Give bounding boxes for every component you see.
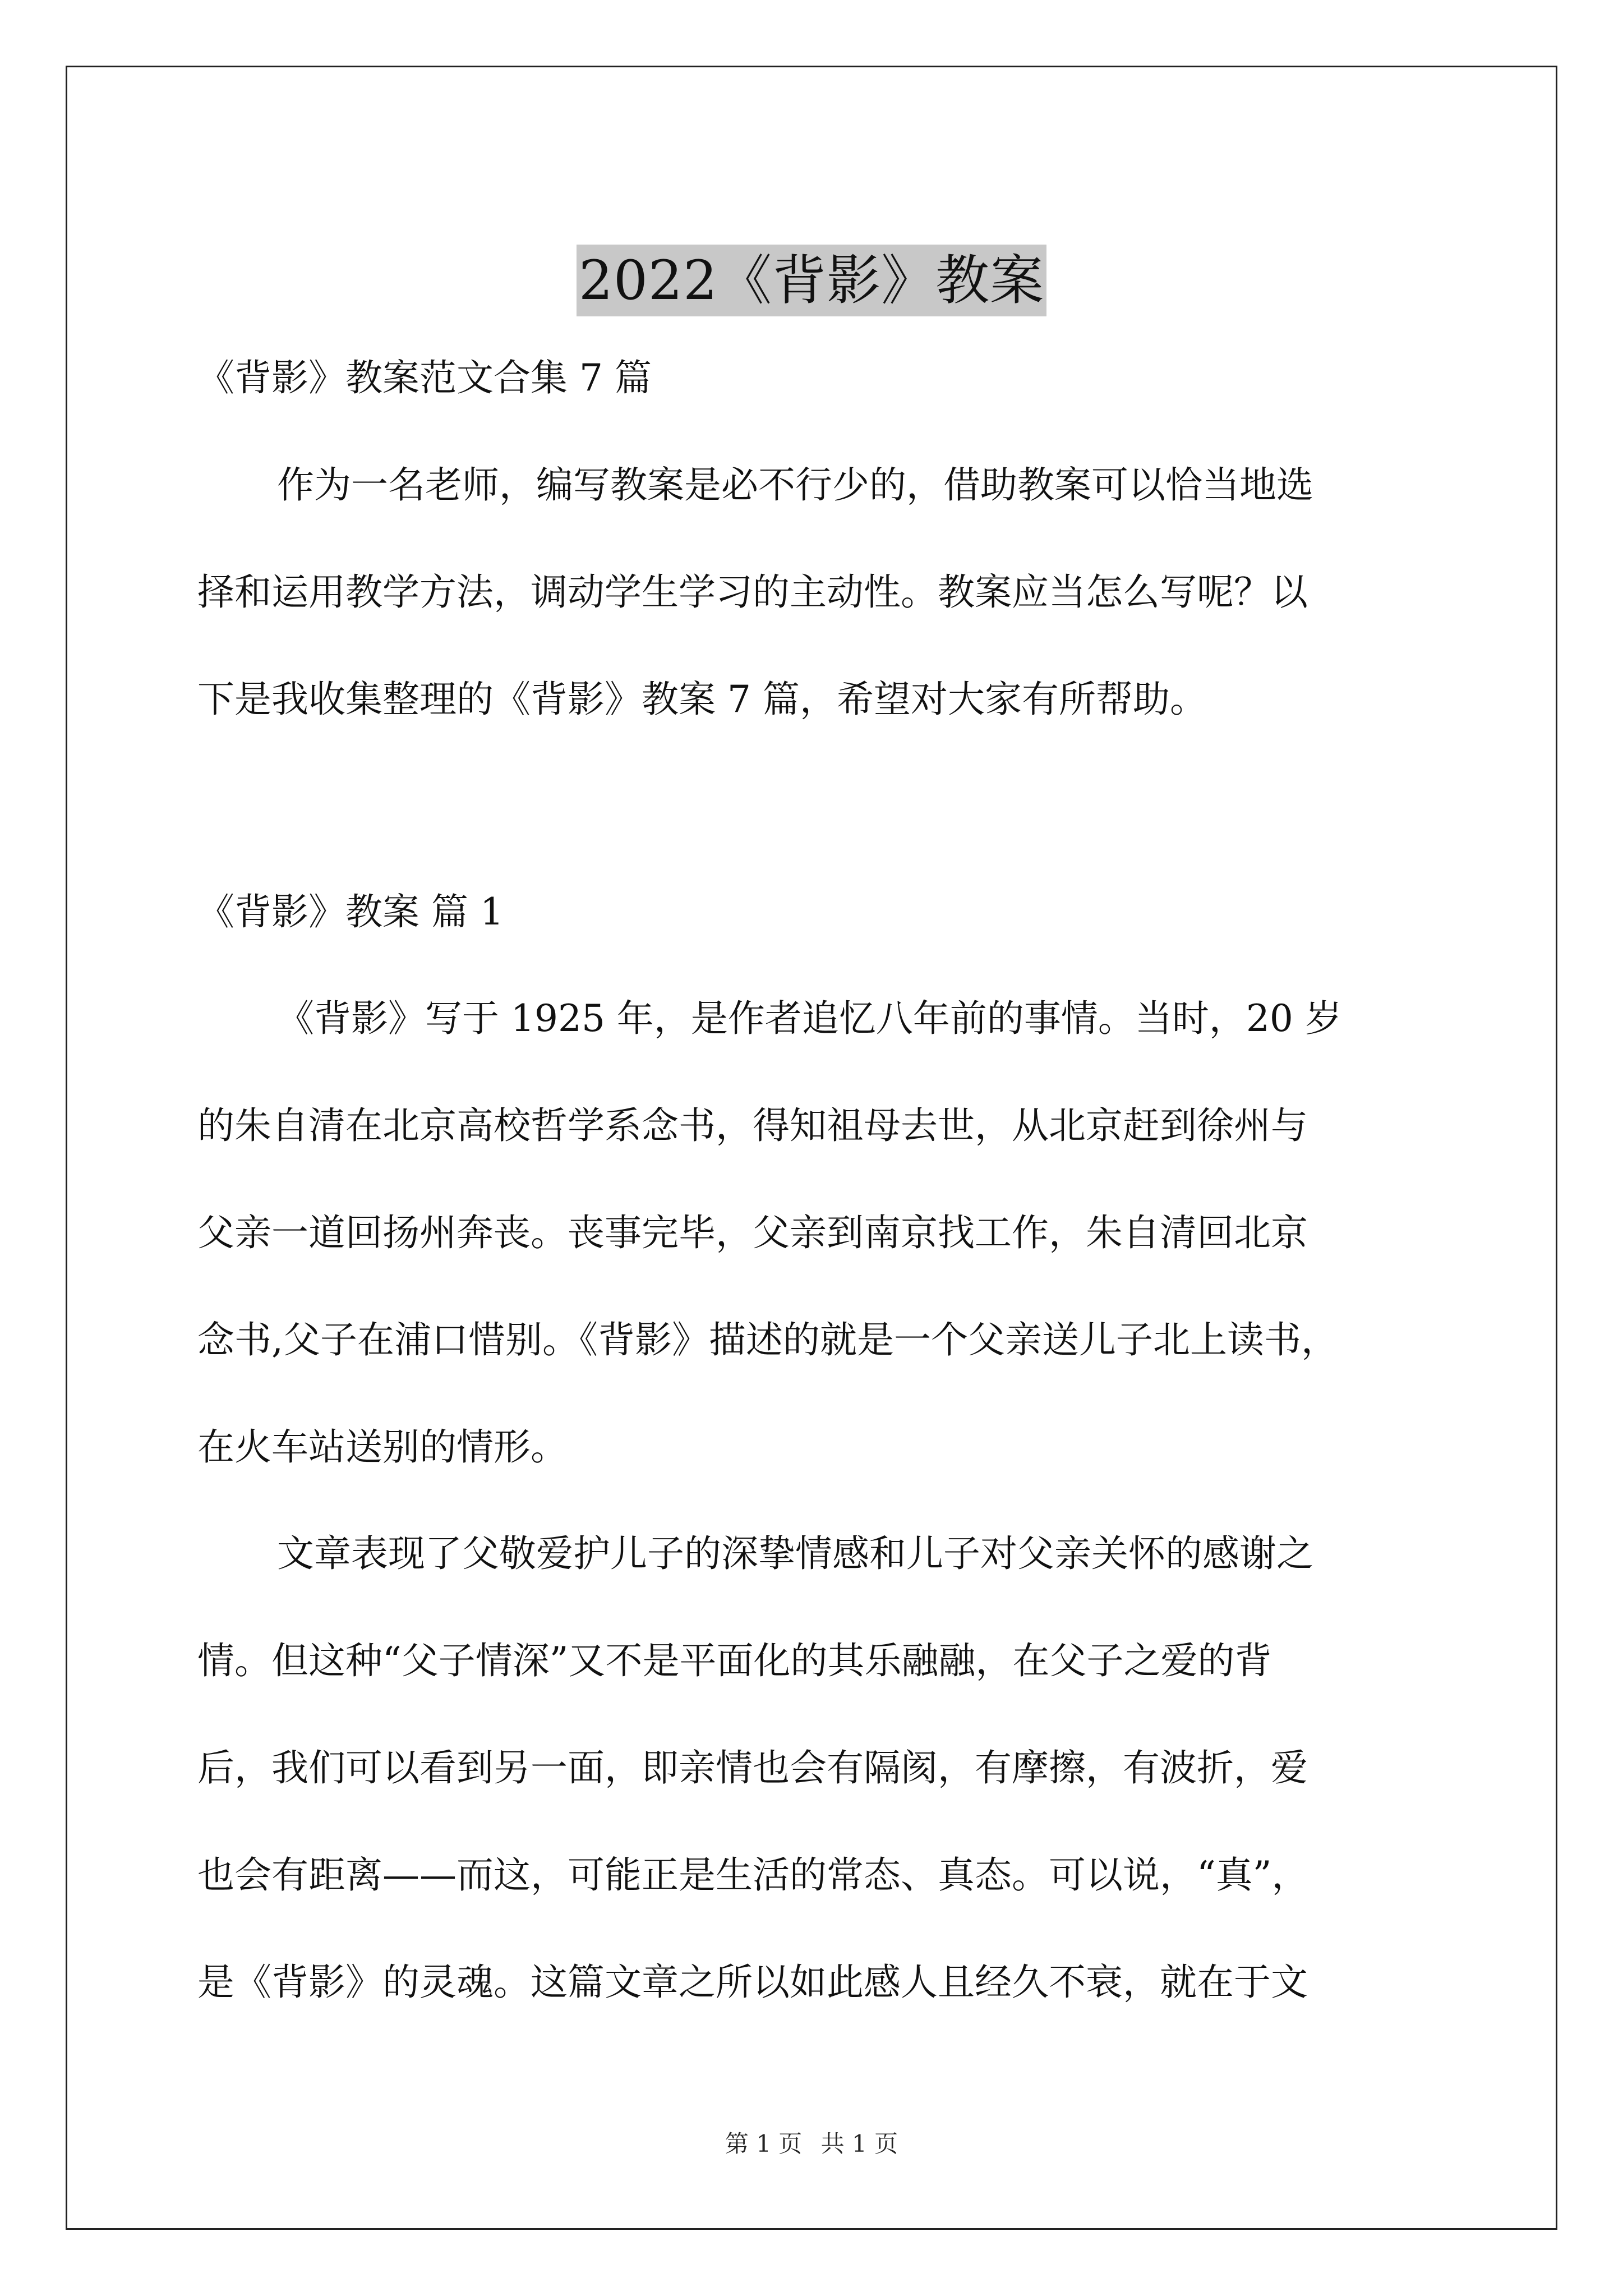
- paragraph-line: 念书,父子在浦口惜别。《背影》描述的就是一个父亲送儿子北上读书，: [197, 1318, 1338, 1361]
- intro-line: 作为一名老师，编写教案是必不行少的，借助教案可以恰当地选: [277, 463, 1313, 507]
- page-footer: [0, 2128, 1623, 2160]
- document-title: 2022《背影》教案: [577, 245, 1046, 316]
- paragraph-line: 文章表现了父敬爱护儿子的深挚情感和儿子对父亲关怀的感谢之: [277, 1532, 1313, 1575]
- paragraph-1: [197, 992, 1437, 1474]
- intro-paragraph: [197, 458, 1437, 726]
- document-subtitle: 《背影》教案范文合集 7 篇: [197, 356, 652, 399]
- page-current: 第 1 页: [725, 2130, 803, 2157]
- page-total: 共 1 页: [820, 2130, 898, 2157]
- paragraph-line: 在火车站送别的情形。: [197, 1425, 568, 1469]
- paragraph-line: 后，我们可以看到另一面，即亲情也会有隔阂，有摩擦，有波折，爱: [197, 1746, 1308, 1789]
- subtitle-block: [197, 351, 1437, 405]
- paragraph-line: 的朱自清在北京高校哲学系念书，得知祖母去世，从北京赶到徐州与: [197, 1104, 1308, 1147]
- intro-line: 择和运用教学方法，调动学生学习的主动性。教案应当怎么写呢？以: [197, 570, 1308, 614]
- title-area: [0, 209, 1623, 353]
- paragraph-2: [197, 1527, 1437, 2009]
- paragraph-line: 情。但这种“父子情深”又不是平面化的其乐融融，在父子之爱的背: [197, 1639, 1272, 1682]
- section-heading-block: [197, 885, 1437, 939]
- paragraph-line: 是《背影》的灵魂。这篇文章之所以如此感人且经久不衰，就在于文: [197, 1961, 1308, 2004]
- intro-line: 下是我收集整理的《背影》教案 7 篇，希望对大家有所帮助。: [197, 678, 1207, 721]
- section-heading: 《背影》教案 篇 1: [197, 890, 504, 933]
- paragraph-line: 也会有距离——而这，可能正是生活的常态、真态。可以说，“真”，: [197, 1853, 1309, 1897]
- paragraph-line: 父亲一道回扬州奔丧。丧事完毕，父亲到南京找工作，朱自清回北京: [197, 1211, 1308, 1254]
- paragraph-line: 《背影》写于 1925 年，是作者追忆八年前的事情。当时，20 岁: [277, 997, 1342, 1040]
